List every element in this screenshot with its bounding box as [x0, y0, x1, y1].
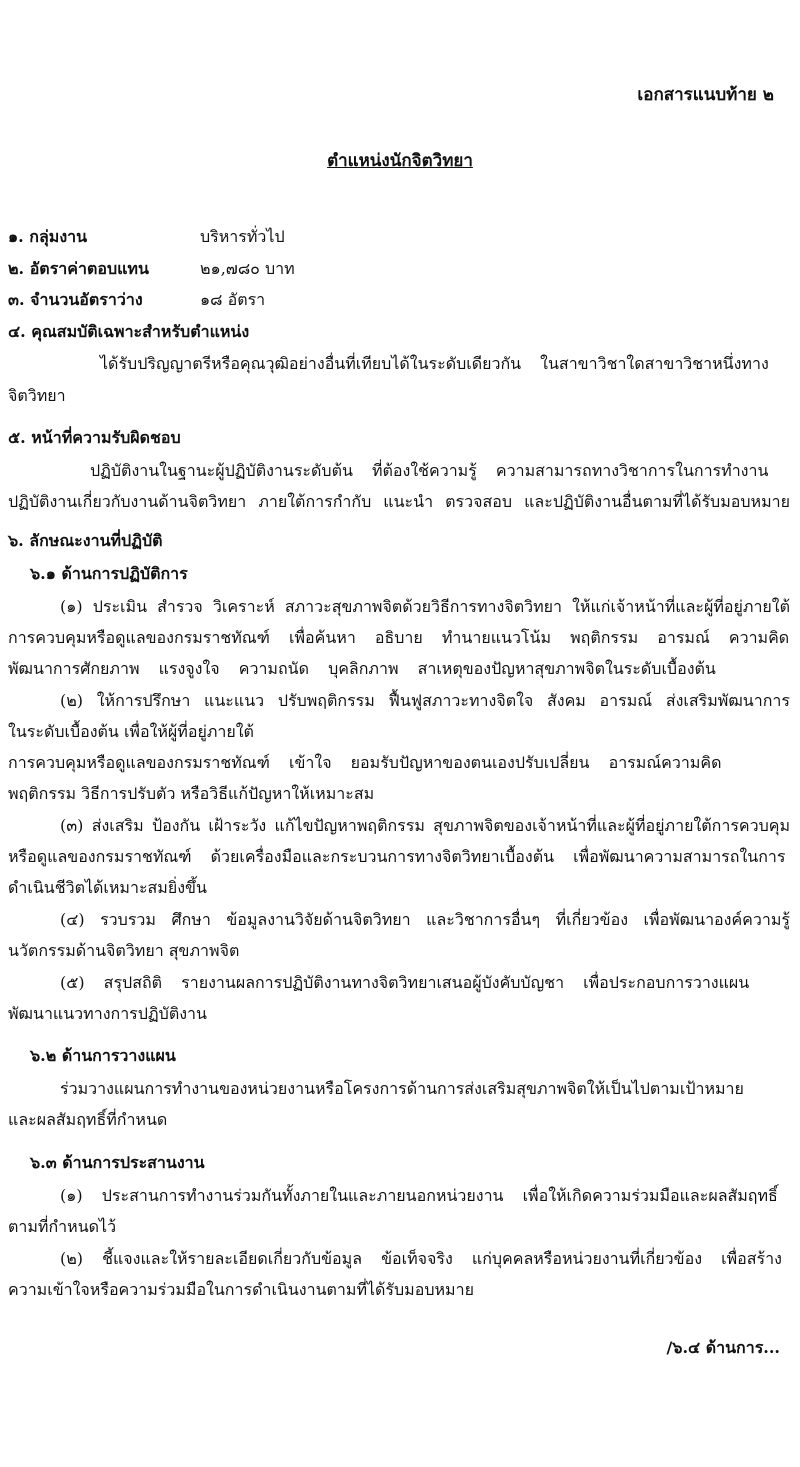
item-6-3-2-line-1: (๒) ชี้แจงและให้รายละเอียดเกี่ยวกับข้อมูล ข้อเท็จจริง แก่บุคคลหรือหน่วยงานที่เกี่ยวข้อง เพื่อสร้าง	[60, 1249, 782, 1268]
item-6-1-3-line-3: ดำเนินชีวิตได้เหมาะสมยิ่งขึ้น	[8, 878, 207, 897]
field-label-salary: ๒. อัตราค่าตอบแทน	[8, 259, 149, 278]
section5-line-2: ปฏิบัติงานเกี่ยวกับงานด้านจิตวิทยา ภายใต้การกำกับ แนะนำ ตรวจสอบ และปฏิบัติงานอื่นตามที่ได้รับมอบหมาย	[8, 492, 790, 511]
item-6-1-4-line-1: (๔) รวบรวม ศึกษา ข้อมูลงานวิจัยด้านจิตวิทยา และวิชาการอื่นๆ ที่เกี่ยวข้อง เพื่อพัฒนาองค์ความรู้	[60, 910, 790, 929]
field-label-group: ๑. กลุ่มงาน	[8, 227, 88, 246]
field-value-salary: ๒๑,๗๘๐ บาท	[200, 259, 295, 278]
item-6-1-2-line-3: การควบคุมหรือดูแลของกรมราชทัณฑ์ เข้าใจ ยอมรับปัญหาของตนเองปรับเปลี่ยน อารมณ์ความคิด	[8, 753, 722, 772]
section5-heading: ๕. หน้าที่ความรับผิดชอบ	[8, 428, 181, 447]
item-6-3-2-line-2: ความเข้าใจหรือความร่วมมือในการดำเนินงานตามที่ได้รับมอบหมาย	[8, 1280, 474, 1299]
item-6-1-5-line-1: (๕) สรุปสถิติ รายงานผลการปฏิบัติงานทางจิตวิทยาเสนอผู้บังคับบัญชา เพื่อประกอบการวางแผน	[60, 973, 750, 992]
section6-2-heading: ๖.๒ ด้านการวางแผน	[30, 1046, 176, 1065]
section6-3-heading: ๖.๓ ด้านการประสานงาน	[30, 1153, 205, 1172]
field-value-group: บริหารทั่วไป	[200, 227, 285, 246]
item-6-1-5-line-2: พัฒนาแนวทางการปฏิบัติงาน	[8, 1004, 207, 1023]
item-6-1-1-line-1: (๑) ประเมิน สำรวจ วิเคราะห์ สภาวะสุขภาพจิตด้วยวิธีการทางจิตวิทยา ให้แก่เจ้าหน้าที่และผู้ที่อยู่ภายใต้	[60, 597, 791, 616]
item-6-1-4-line-2: นวัตกรรมด้านจิตวิทยา สุขภาพจิต	[8, 941, 240, 960]
item-6-3-1-line-2: ตามที่กำหนดไว้	[8, 1217, 117, 1236]
page-title: ตำแหน่งนักจิตวิทยา	[327, 151, 473, 171]
item-6-1-2-line-1: (๒) ให้การปรึกษา แนะแนว ปรับพฤติกรรม ฟื้นฟูสภาวะทางจิตใจ สังคม อารมณ์ ส่งเสริมพัฒนาการ	[60, 691, 790, 710]
item-6-2-line-2: และผลสัมฤทธิ์ที่กำหนด	[8, 1110, 168, 1129]
section6-heading: ๖. ลักษณะงานที่ปฏิบัติ	[8, 531, 163, 550]
section5-line-1: ปฏิบัติงานในฐานะผู้ปฏิบัติงานระดับต้น ที่ต้องใช้ความรู้ ความสามารถทางวิชาการในการทำงาน	[90, 461, 769, 480]
item-6-1-1-line-2: การควบคุมหรือดูแลของกรมราชทัณฑ์ เพื่อค้นหา อธิบาย ทำนายแนวโน้ม พฤติกรรม อารมณ์ ความคิด	[8, 628, 790, 647]
field-label-vacancies: ๓. จำนวนอัตราว่าง	[8, 290, 143, 309]
section4-line-2: จิตวิทยา	[8, 386, 66, 405]
item-6-1-2-line-4: พฤติกรรม วิธีการปรับตัว หรือวิธีแก้ปัญหาให้เหมาะสม	[8, 784, 375, 803]
annex-label: เอกสารแนบท้าย ๒	[637, 85, 774, 105]
section6-1-heading: ๖.๑ ด้านการปฏิบัติการ	[30, 564, 188, 583]
continuation-note: /๖.๔ ด้านการ...	[666, 1338, 780, 1357]
field-value-vacancies: ๑๘ อัตรา	[200, 290, 266, 309]
item-6-2-line-1: ร่วมวางแผนการทำงานของหน่วยงานหรือโครงการด้านการส่งเสริมสุขภาพจิตให้เป็นไปตามเป้าหมาย	[60, 1079, 744, 1098]
item-6-1-3-line-1: (๓) ส่งเสริม ป้องกัน เฝ้าระวัง แก้ไขปัญหาพฤติกรรม สุขภาพจิตของเจ้าหน้าที่และผู้ที่อยู่ภายใต้การควบคุม	[60, 816, 791, 835]
section4-line-1: ได้รับปริญญาตรีหรือคุณวุฒิอย่างอื่นที่เทียบได้ในระดับเดียวกัน ในสาขาวิชาใดสาขาวิชาหนึ่งทาง	[100, 354, 769, 373]
item-6-1-1-line-3: พัฒนาการศักยภาพ แรงจูงใจ ความถนัด บุคลิกภาพ สาเหตุของปัญหาสุขภาพจิตในระดับเบื้องต้น	[8, 659, 716, 678]
item-6-1-2-line-2: ในระดับเบื้องต้น เพื่อให้ผู้ที่อยู่ภายใต้	[8, 722, 254, 741]
item-6-3-1-line-1: (๑) ประสานการทำงานร่วมกันทั้งภายในและภายนอกหน่วยงาน เพื่อให้เกิดความร่วมมือและผลสัมฤทธิ์	[60, 1186, 778, 1205]
section4-heading: ๔. คุณสมบัติเฉพาะสำหรับตำแหน่ง	[8, 322, 250, 341]
item-6-1-3-line-2: หรือดูแลของกรมราชทัณฑ์ ด้วยเครื่องมือและกระบวนการทางจิตวิทยาเบื้องต้น เพื่อพัฒนาความสามารถในการ	[8, 847, 786, 866]
